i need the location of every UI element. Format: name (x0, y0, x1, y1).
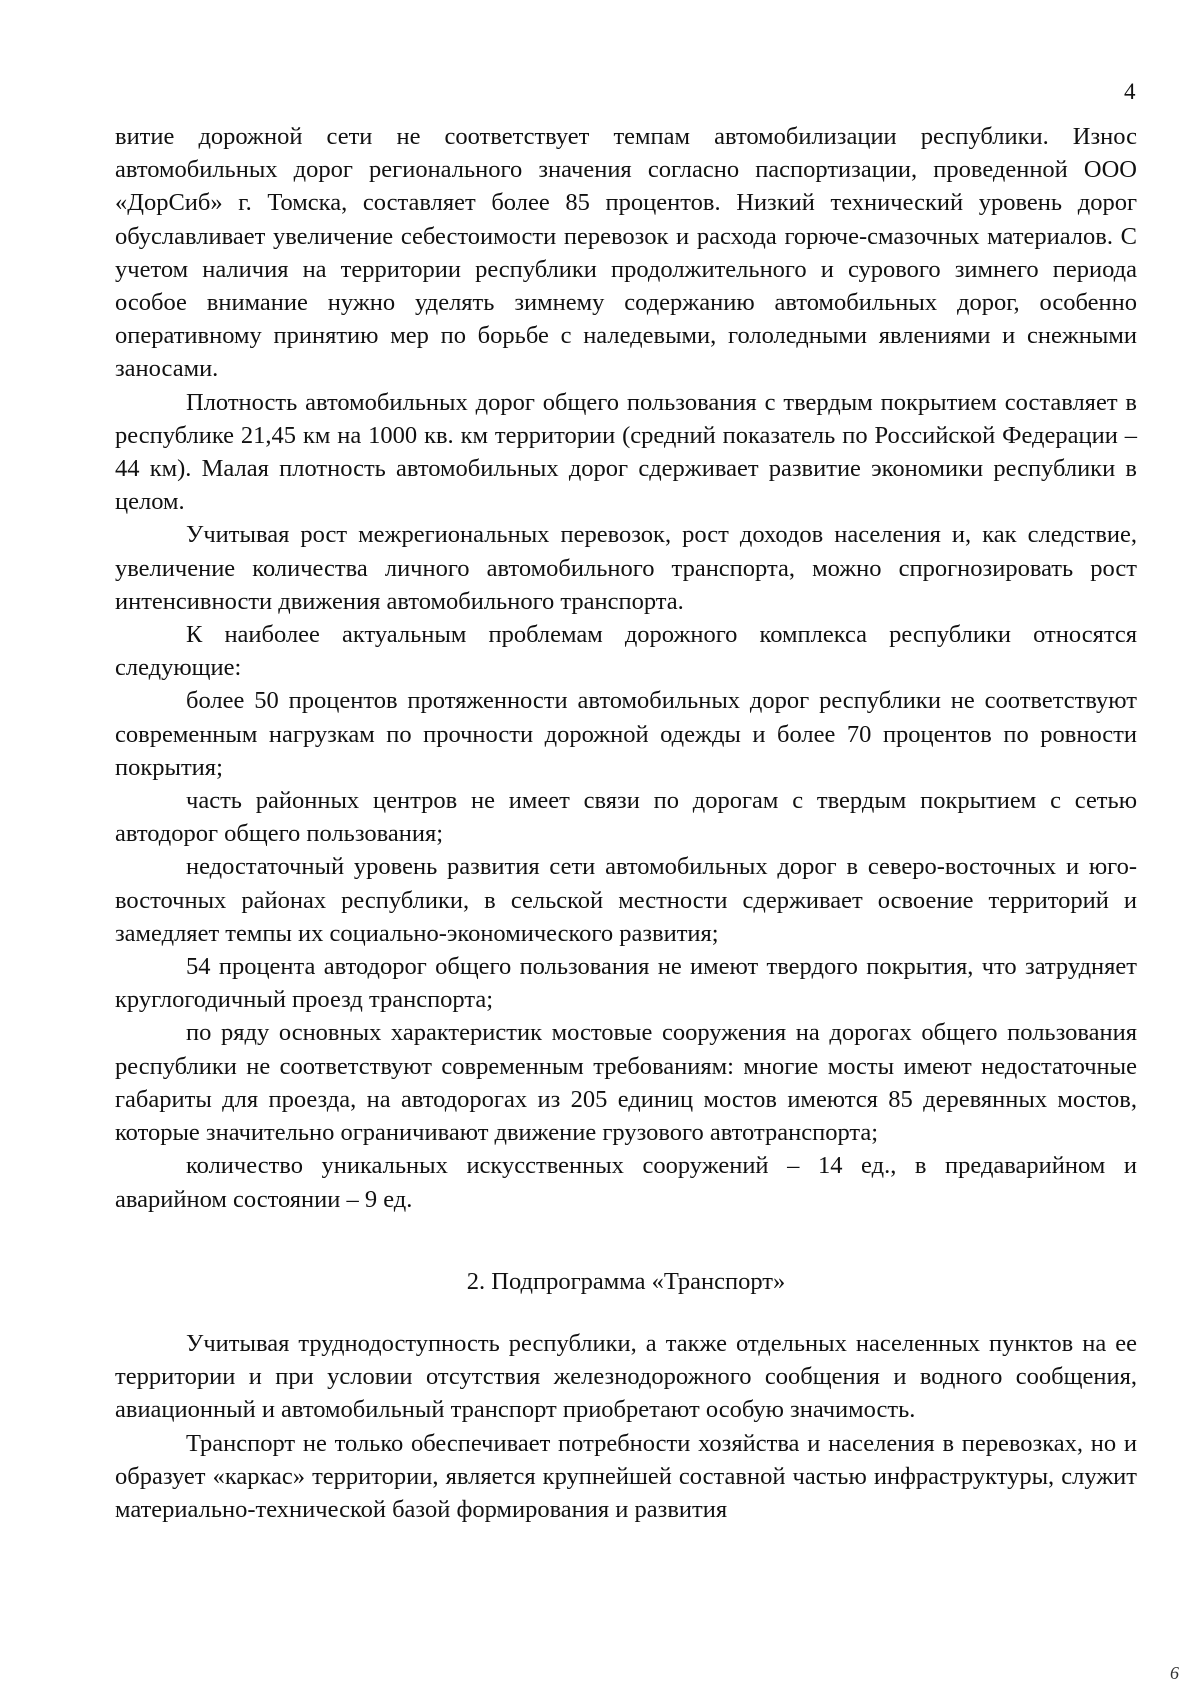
page-number: 4 (1124, 79, 1136, 104)
paragraph-problem-connectivity: часть районных центров не имеет связи по дорогам с твердым покрытием с сетью автодорог общего пользования; (115, 787, 1137, 848)
paragraph-problem-load: более 50 процентов протяженности автомобильных дорог республики не соответствуют современным нагрузкам по прочности дорожной одежды и более 70 процентов по ровности покрытия; (115, 687, 1137, 781)
paragraph-traffic-growth: Учитывая рост межрегиональных перевозок, рост доходов населения и, как следствие, увеличение количества личного автомобильного транспорта, можно спрогнозировать рост интенсивности движения автомобильного транспорта. (115, 521, 1137, 615)
paragraph-problem-structures: количество уникальных искусственных сооружений – 14 ед., в предаварийном и аварийном состоянии – 9 ед. (115, 1152, 1137, 1213)
paragraph-road-density: Плотность автомобильных дорог общего пользования с твердым покрытием составляет в республике 21,45 км на 1000 кв. км территории (средний показатель по Российской Федерации – 44 км). Малая плотность автомобильных дорог сдерживает развитие экономики республики в целом. (115, 388, 1137, 516)
paragraph-problem-bridges: по ряду основных характеристик мостовые сооружения на дорогах общего пользования республики не соответствуют современным требованиям: многие мосты имеют недостаточные габариты для проезда, на автодорогах из 205 единиц мостов имеются 85 деревянных мостов, которые значительно ограничивают движение грузового автотранспорта; (115, 1019, 1137, 1147)
section-road-network-text (115, 120, 1137, 1216)
paragraph-continuation: витие дорожной сети не соответствует темпам автомобилизации республики. Износ автомобильных дорог регионального значения согласно паспортизации, проведенной ООО «ДорСиб» г. Томска, составляет более 85 процентов. Низкий технический уровень дорог обуславливает увеличение себестоимости перевозок и расхода горюче-смазочных материалов. С учетом наличия на территории республики продолжительного и сурового зимнего периода особое внимание нужно уделять зимнему содержанию автомобильных дорог, особенно оперативному принятию мер по борьбе с наледевыми, гололедными явлениями и снежными заносами. (115, 123, 1137, 383)
section-transport-text (115, 1327, 1137, 1526)
paragraph-transport-importance: Учитывая труднодоступность республики, а также отдельных населенных пунктов на ее территории и при условии отсутствия железнодорожного сообщения и водного сообщения, авиационный и автомобильный транспорт приобретают особую значимость. (115, 1330, 1137, 1424)
corner-handwritten-mark: 6 (1170, 1663, 1179, 1683)
paragraph-transport-framework: Транспорт не только обеспечивает потребности хозяйства и населения в перевозках, но и образует «каркас» территории, является крупнейшей составной частью инфраструктуры, служит материально-технической базой формирования и развития (115, 1429, 1137, 1524)
paragraph-problem-surface: 54 процента автодорог общего пользования не имеют твердого покрытия, что затрудняет круглогодичный проезд транспорта; (115, 953, 1137, 1014)
paragraph-problem-network: недостаточный уровень развития сети автомобильных дорог в северо-восточных и юго-восточных районах республики, в сельской местности сдерживает освоение территорий и замедляет темпы их социально-экономического развития; (115, 853, 1137, 947)
paragraph-problems-intro: К наиболее актуальным проблемам дорожного комплекса республики относятся следующие: (115, 621, 1137, 682)
section-heading-transport: 2. Подпрограмма «Транспорт» (466, 1268, 786, 1295)
